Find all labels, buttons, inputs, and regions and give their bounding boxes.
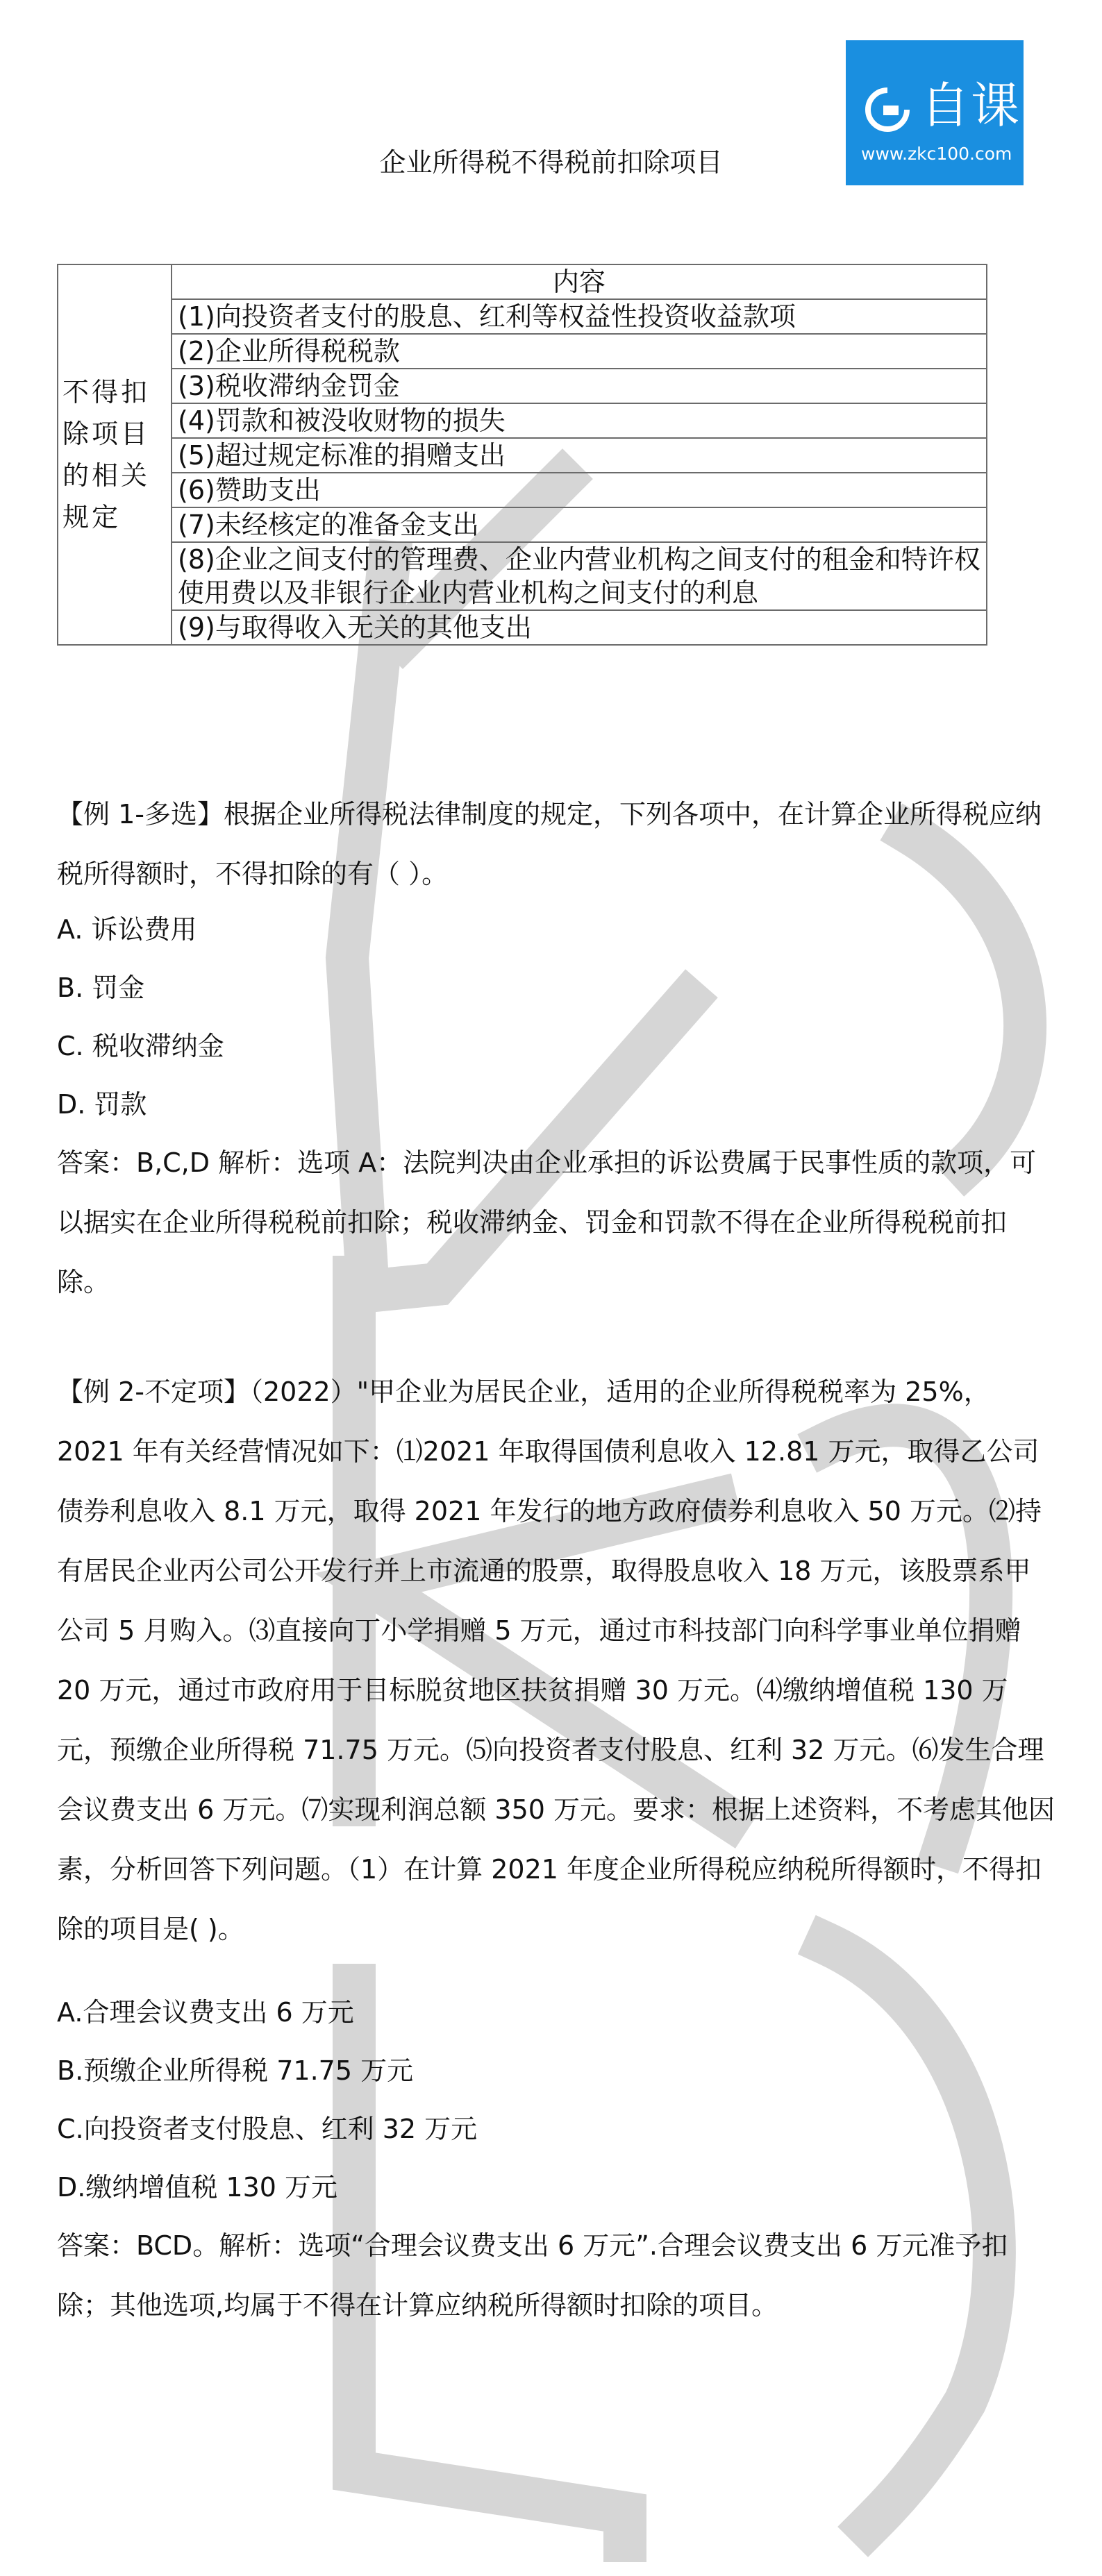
- table-cell: (6)赞助支出: [172, 473, 987, 507]
- table-row: [58, 542, 987, 610]
- table-cell: (2)企业所得税税款: [172, 334, 987, 369]
- example1-answer: 答案：B,C,D 解析：选项 A：法院判决由企业承担的诉讼费属于民事性质的款项，可以据实在企业所得税税前扣除；税收滞纳金、罚金和罚款不得在企业所得税税前扣除。: [57, 1147, 1037, 1297]
- row-header-cell: 不得扣除项目的相关规定: [58, 264, 172, 645]
- deduction-rules-table: [57, 264, 987, 646]
- table-row: [58, 299, 987, 334]
- table-row: [58, 438, 987, 473]
- table-row: [58, 507, 987, 542]
- table-cell: (8)企业之间支付的管理费、企业内营业机构之间支付的租金和特许权使用费以及非银行企业内营业机构之间支付的利息: [172, 542, 987, 610]
- table-row: [58, 369, 987, 403]
- table-cell: (5)超过规定标准的捐赠支出: [172, 438, 987, 473]
- column-header-cell: 内容: [172, 264, 987, 299]
- table-cell: (1)向投资者支付的股息、红利等权益性投资收益款项: [172, 299, 987, 334]
- example1-option-c: C. 税收滞纳金: [57, 1031, 224, 1061]
- table-cell: (4)罚款和被没收财物的损失: [172, 403, 987, 438]
- table-cell: (3)税收滞纳金罚金: [172, 369, 987, 403]
- logo-url-text: www.zkc100.com: [861, 144, 1012, 164]
- example1-question: 【例 1-多选】根据企业所得税法律制度的规定，下列各项中，在计算企业所得税应纳税所得额时，不得扣除的有（ ）。: [57, 799, 1042, 889]
- table-row: [58, 473, 987, 507]
- logo-brand-text: 自课: [921, 77, 1021, 134]
- table-header-row: [58, 264, 987, 299]
- table-cell: (9)与取得收入无关的其他支出: [172, 610, 987, 645]
- page-title: 企业所得税不得税前扣除项目: [379, 147, 723, 178]
- zkc-logo-icon: [864, 86, 911, 133]
- table-row: [58, 610, 987, 645]
- table-row: [58, 403, 987, 438]
- example2-option-a: A.合理会议费支出 6 万元: [57, 1997, 354, 2028]
- example1-option-a: A. 诉讼费用: [57, 914, 197, 945]
- table-cell: (7)未经核定的准备金支出: [172, 507, 987, 542]
- example2-answer: 答案：BCD。解析：选项“合理会议费支出 6 万元”.合理会议费支出 6 万元准予扣除；其他选项,均属于不得在计算应纳税所得额时扣除的项目。: [57, 2230, 1008, 2321]
- example2-option-b: B.预缴企业所得税 71.75 万元: [57, 2055, 414, 2086]
- example2-option-c: C.向投资者支付股息、红利 32 万元: [57, 2114, 478, 2144]
- table-row: [58, 334, 987, 369]
- example2-question: 【例 2-不定项】（2022）"甲企业为居民企业，适用的企业所得税税率为 25%，2021 年有关经营情况如下：⑴2021 年取得国债利息收入 12.81 万元，取得乙公司债券利息收入 8.1 万元，取得 2021 年发行的地方政府债券利息收入 50 万元。⑵持有居民企业丙公司公开发行并上市流通的股票，取得股息收入 18 万元，该股票系甲公司 5 月购入。⑶直接向丁小学捐赠 5 万元，通过市科技部门向科学事业单位捐赠 20 万元，通过市政府用于目标脱贫地区扶贫捐赠 30 万元。⑷缴纳增值税 130 万元，预缴企业所得税 71.75 万元。⑸向投资者支付股息、红利 32 万元。⑹发生合理会议费支出 6 万元。⑺实现利润总额 350 万元。要求：根据上述资料，不考虑其他因素，分析回答下列问题。（1）在计算 2021 年度企业所得税应纳税所得额时，不得扣除的项目是( )。: [57, 1377, 1055, 1944]
- example1-option-d: D. 罚款: [57, 1089, 147, 1120]
- example2-option-d: D.缴纳增值税 130 万元: [57, 2172, 338, 2203]
- example1-option-b: B. 罚金: [57, 973, 145, 1003]
